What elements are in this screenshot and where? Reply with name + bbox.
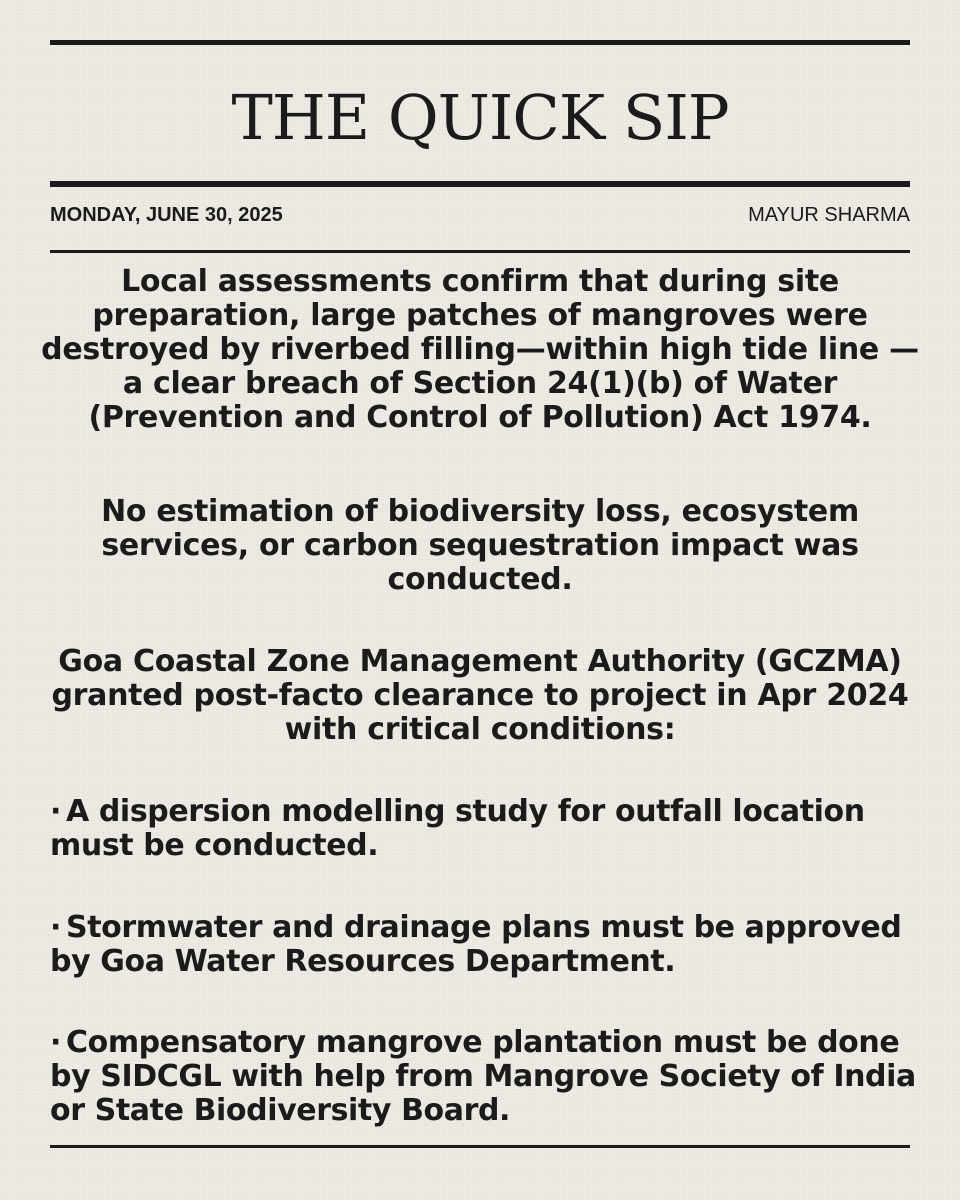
body-paragraph-1: Local assessments confirm that during site preparation, large patches of mangroves were destroyed by riverbed filling—within high tide line —a clear breach of Section 24(1)(b) of Water (Prevention and Control of Pollution) Act 1974. (41, 264, 919, 435)
condition-text: A dispersion modelling study for outfall location must be conducted. (50, 794, 865, 863)
condition-text: Stormwater and drainage plans must be approved by Goa Water Resources Department. (50, 910, 902, 979)
bullet-marker: · (50, 910, 61, 945)
body-paragraph-2: No estimation of biodiversity loss, ecosystem services, or carbon sequestration impact was conducted. (101, 494, 859, 597)
dateline-bottom-rule (50, 250, 910, 253)
top-rule (50, 40, 910, 45)
condition-text: Compensatory mangrove plantation must be done by SIDCGL with help from Mangrove Society of India or State Biodiversity Board. (50, 1025, 916, 1128)
masthead-title: THE QUICK SIP (231, 81, 729, 154)
bullet-marker: · (50, 1025, 61, 1060)
page-bottom-rule (50, 1145, 910, 1148)
body-paragraph-3: Goa Coastal Zone Management Authority (GCZMA) granted post-facto clearance to project in Apr 2024 with critical conditions: (51, 644, 909, 747)
condition-bullet-3 (50, 1026, 920, 1128)
bullet-marker: · (50, 794, 61, 829)
publication-date: MONDAY, JUNE 30, 2025 (50, 204, 283, 226)
masthead-bottom-rule (50, 181, 910, 187)
dateline (50, 200, 910, 230)
condition-bullet-1 (50, 795, 920, 863)
author-name: MAYUR SHARMA (748, 204, 910, 226)
condition-bullet-2 (50, 911, 920, 979)
